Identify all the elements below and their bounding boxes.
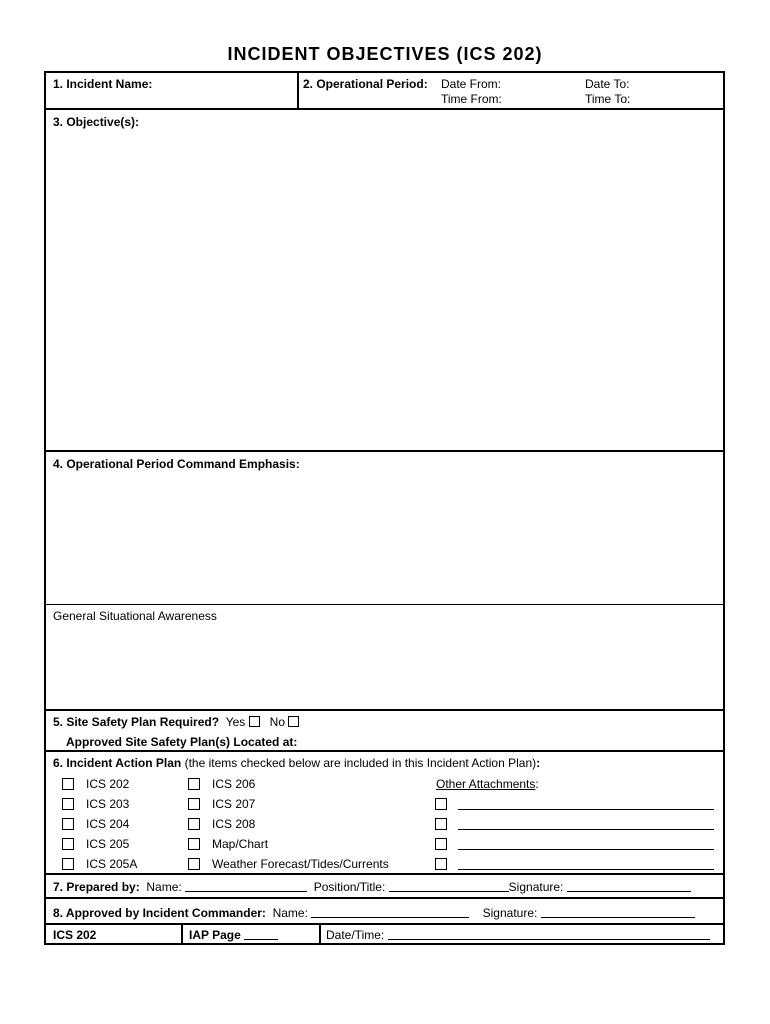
map-chart-checkbox[interactable]	[188, 838, 200, 850]
iap-section	[44, 750, 725, 875]
yes-checkbox[interactable]	[249, 716, 260, 727]
weather-checkbox[interactable]	[188, 858, 200, 870]
iap-page-label: IAP Page	[189, 928, 241, 942]
other-attachment-1-checkbox[interactable]	[435, 798, 447, 810]
prepared-by-position-label: Position/Title:	[313, 880, 386, 894]
ics-202-checkbox[interactable]	[62, 778, 74, 790]
other-attachment-1-line[interactable]	[458, 808, 714, 810]
other-attachments-colon: :	[535, 777, 539, 791]
other-attachment-2-checkbox[interactable]	[435, 818, 447, 830]
iap-colon: :	[536, 756, 541, 770]
approved-by-name-field[interactable]	[311, 906, 469, 918]
ics-205-label: ICS 205	[86, 837, 130, 851]
ics-204-checkbox[interactable]	[62, 818, 74, 830]
site-safety-label: 5. Site Safety Plan Required?	[53, 715, 220, 729]
ics-207-label: ICS 207	[212, 797, 256, 811]
form-title: INCIDENT OBJECTIVES (ICS 202)	[227, 44, 543, 64]
approved-by-label: 8. Approved by Incident Commander:	[53, 906, 266, 920]
footer-section	[44, 923, 725, 945]
other-attachment-2-line[interactable]	[458, 828, 714, 830]
ics-203-label: ICS 203	[86, 797, 130, 811]
objectives-label: 3. Objective(s):	[53, 115, 140, 129]
map-chart-label: Map/Chart	[212, 837, 269, 851]
weather-label: Weather Forecast/Tides/Currents	[212, 857, 389, 871]
ics-205a-label: ICS 205A	[86, 857, 138, 871]
site-safety-section	[44, 709, 725, 752]
form-id: ICS 202	[53, 928, 97, 942]
approved-by-name-label: Name:	[272, 906, 308, 920]
prepared-by-name-field[interactable]	[185, 880, 307, 892]
header-row	[44, 71, 725, 110]
ics-205a-checkbox[interactable]	[62, 858, 74, 870]
other-attachment-4-line[interactable]	[458, 868, 714, 870]
approved-by-section	[44, 897, 725, 925]
ics-206-label: ICS 206	[212, 777, 256, 791]
other-attachments-heading	[436, 777, 539, 791]
no-label: No	[269, 715, 286, 729]
other-attachment-3-checkbox[interactable]	[435, 838, 447, 850]
date-to-label: Date To:	[585, 77, 630, 91]
operational-period-label: 2. Operational Period:	[303, 77, 428, 91]
command-emphasis-section[interactable]	[44, 450, 725, 711]
date-from-label: Date From:	[441, 77, 502, 91]
prepared-by-signature-field[interactable]	[567, 880, 691, 892]
ics-204-label: ICS 204	[86, 817, 130, 831]
iap-label: 6. Incident Action Plan	[53, 756, 182, 770]
prepared-by-name-label: Name:	[146, 880, 182, 894]
iap-heading	[53, 756, 540, 770]
prepared-by-label: 7. Prepared by:	[53, 880, 140, 894]
ics-203-checkbox[interactable]	[62, 798, 74, 810]
date-time-label: Date/Time:	[326, 928, 385, 942]
ics-202-label: ICS 202	[86, 777, 130, 791]
other-attachment-4-checkbox[interactable]	[435, 858, 447, 870]
no-checkbox[interactable]	[288, 716, 299, 727]
ics-206-checkbox[interactable]	[188, 778, 200, 790]
approved-by-signature-field[interactable]	[541, 906, 695, 918]
other-attachment-3-line[interactable]	[458, 848, 714, 850]
time-from-label: Time From:	[441, 92, 502, 106]
site-safety-row	[53, 715, 299, 729]
date-time-field[interactable]	[388, 928, 710, 940]
ics-207-checkbox[interactable]	[188, 798, 200, 810]
approved-by-row	[53, 906, 695, 920]
command-emphasis-label: 4. Operational Period Command Emphasis:	[53, 457, 300, 471]
ics-208-label: ICS 208	[212, 817, 256, 831]
iap-page-row	[189, 928, 278, 942]
time-to-label: Time To:	[585, 92, 631, 106]
date-time-row	[326, 928, 710, 942]
iap-page-field[interactable]	[244, 928, 278, 940]
yes-label: Yes	[225, 715, 246, 729]
prepared-by-signature-label: Signature:	[508, 880, 564, 894]
iap-description: (the items checked below are included in this Incident Action Plan)	[184, 756, 537, 770]
ics-205-checkbox[interactable]	[62, 838, 74, 850]
ics-208-checkbox[interactable]	[188, 818, 200, 830]
approved-safety-plan-label: Approved Site Safety Plan(s) Located at:	[66, 735, 298, 749]
other-attachments-label: Other Attachments	[436, 777, 536, 791]
prepared-by-section	[44, 873, 725, 899]
approved-by-signature-label: Signature:	[482, 906, 538, 920]
prepared-by-position-field[interactable]	[389, 880, 509, 892]
objectives-section[interactable]	[44, 108, 725, 452]
incident-name-label: 1. Incident Name:	[53, 77, 153, 91]
prepared-by-row	[53, 880, 691, 894]
situational-awareness-label: General Situational Awareness	[53, 609, 217, 623]
